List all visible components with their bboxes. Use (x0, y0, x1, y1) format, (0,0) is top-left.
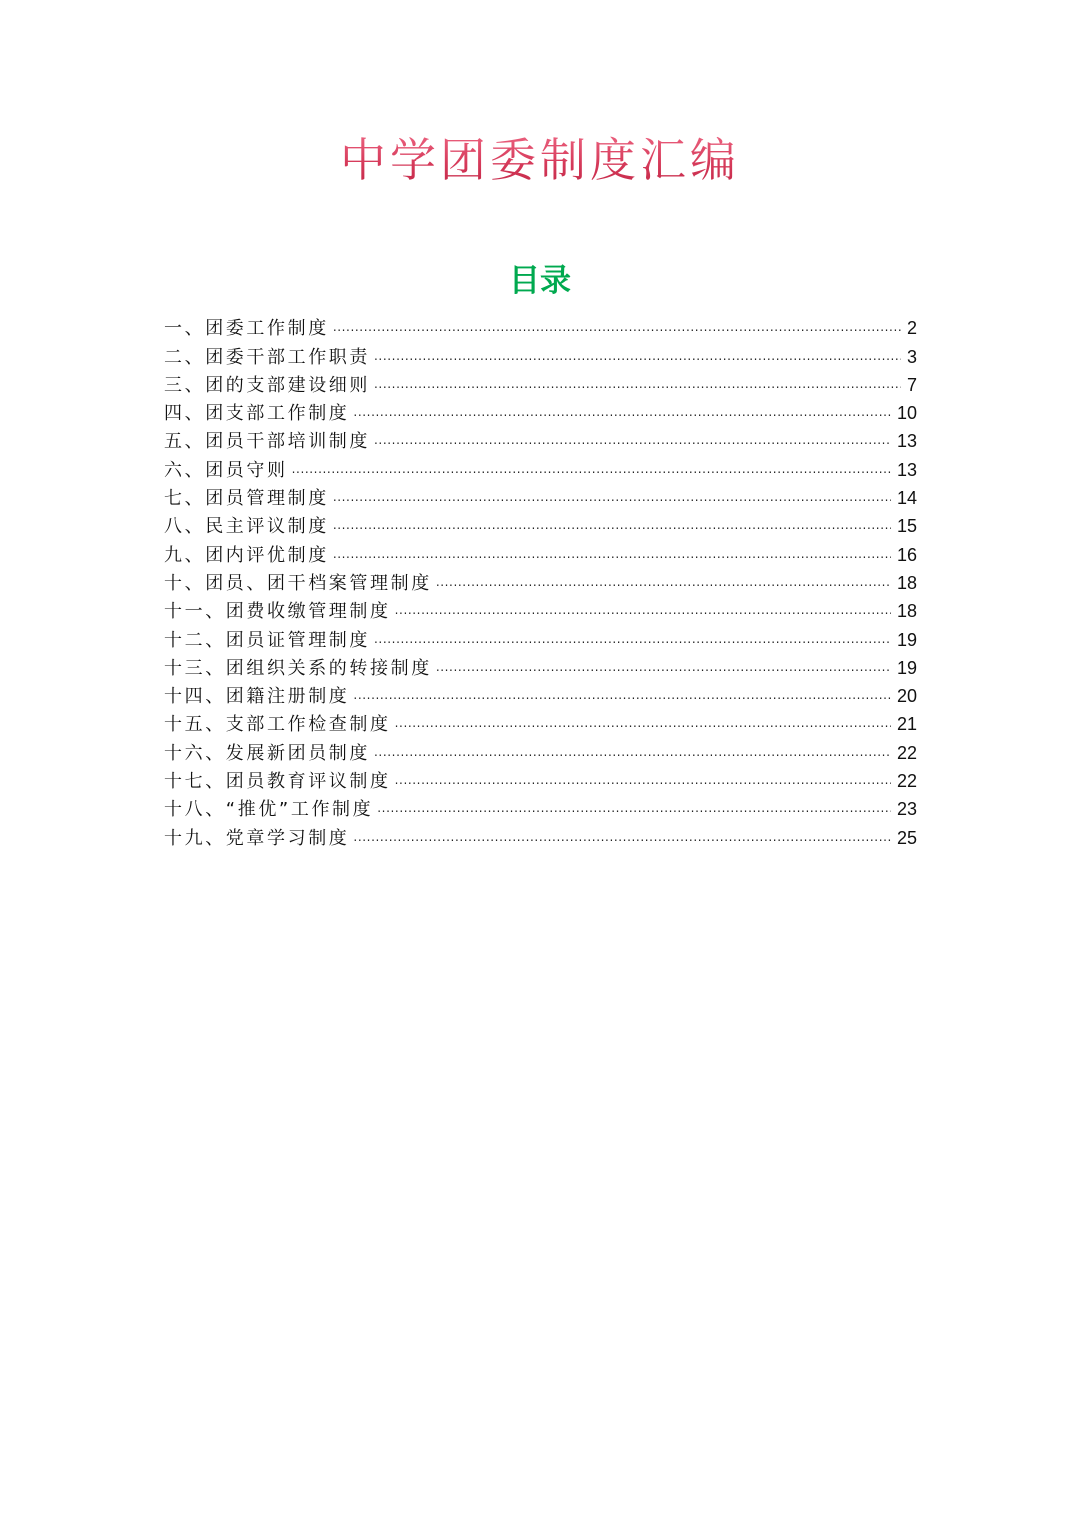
toc-entry-label: 十二、团员证管理制度 (164, 629, 370, 651)
toc-entry-page: 13 (896, 459, 917, 480)
toc-dot-leader (374, 730, 891, 758)
toc-dot-leader (436, 561, 891, 589)
toc-entry-label: 五、团员干部培训制度 (164, 431, 370, 453)
toc-entry-page: 3 (906, 346, 917, 367)
toc-entry-label: 一、团委工作制度 (164, 318, 329, 340)
toc-entry-label: 十七、团员教育评议制度 (164, 771, 391, 793)
toc-dot-leader (374, 334, 901, 362)
toc-entry-label: 十四、团籍注册制度 (164, 686, 350, 708)
toc-entry-label: 六、团员守则 (164, 459, 288, 481)
toc-dot-leader (333, 306, 901, 334)
toc-dot-leader (333, 532, 891, 560)
toc-entry-page: 18 (896, 572, 917, 593)
toc-dot-leader (353, 674, 891, 702)
toc-entry-page: 18 (896, 601, 917, 622)
toc-dot-leader (374, 363, 901, 391)
toc-entry-label: 十一、团费收缴管理制度 (164, 601, 391, 623)
toc-dot-leader (377, 787, 891, 815)
toc-heading: 目录 (509, 263, 571, 299)
toc-entry-label: 八、民主评议制度 (164, 516, 329, 538)
toc-dot-leader (333, 504, 891, 532)
toc-entry-label: 七、团员管理制度 (164, 488, 329, 510)
toc-entry-page: 19 (896, 657, 917, 678)
toc-entry-page: 19 (896, 629, 917, 650)
toc-entry-page: 21 (896, 714, 917, 735)
toc-entry-label: 十五、支部工作检查制度 (164, 714, 391, 736)
toc-entry[interactable] (164, 306, 917, 340)
toc-entry-page: 15 (896, 516, 917, 537)
toc-entry-label: 十三、团组织关系的转接制度 (164, 657, 432, 679)
toc-dot-leader (353, 815, 891, 843)
table-of-contents (164, 306, 917, 849)
toc-entry-page: 7 (906, 374, 917, 395)
toc-entry-page: 2 (906, 318, 917, 339)
toc-entry-page: 22 (896, 771, 917, 792)
toc-dot-leader (436, 646, 891, 674)
toc-entry-label: 十八、“推优”工作制度 (164, 799, 374, 821)
toc-entry-page: 10 (896, 403, 917, 424)
toc-dot-leader (292, 447, 891, 475)
toc-dot-leader (395, 759, 891, 787)
document-title: 中学团委制度汇编 (0, 128, 1080, 192)
toc-entry-label: 二、团委干部工作职责 (164, 346, 370, 368)
toc-entry-label: 四、团支部工作制度 (164, 403, 350, 425)
toc-dot-leader (374, 617, 891, 645)
toc-entry-page: 16 (896, 544, 917, 565)
toc-dot-leader (374, 419, 891, 447)
toc-dot-leader (333, 476, 891, 504)
toc-entry-label: 十、团员、团干档案管理制度 (164, 572, 432, 594)
toc-entry-page: 14 (896, 488, 917, 509)
toc-entry-page: 13 (896, 431, 917, 452)
toc-entry-page: 25 (896, 827, 917, 848)
toc-entry-label: 十九、党章学习制度 (164, 827, 350, 849)
toc-dot-leader (395, 589, 891, 617)
toc-dot-leader (395, 702, 891, 730)
toc-entry-label: 九、团内评优制度 (164, 544, 329, 566)
toc-entry-page: 22 (896, 742, 917, 763)
toc-entry-label: 十六、发展新团员制度 (164, 742, 370, 764)
toc-entry-page: 20 (896, 686, 917, 707)
toc-entry-page: 23 (896, 799, 917, 820)
toc-dot-leader (353, 391, 891, 419)
toc-entry-label: 三、团的支部建设细则 (164, 374, 370, 396)
